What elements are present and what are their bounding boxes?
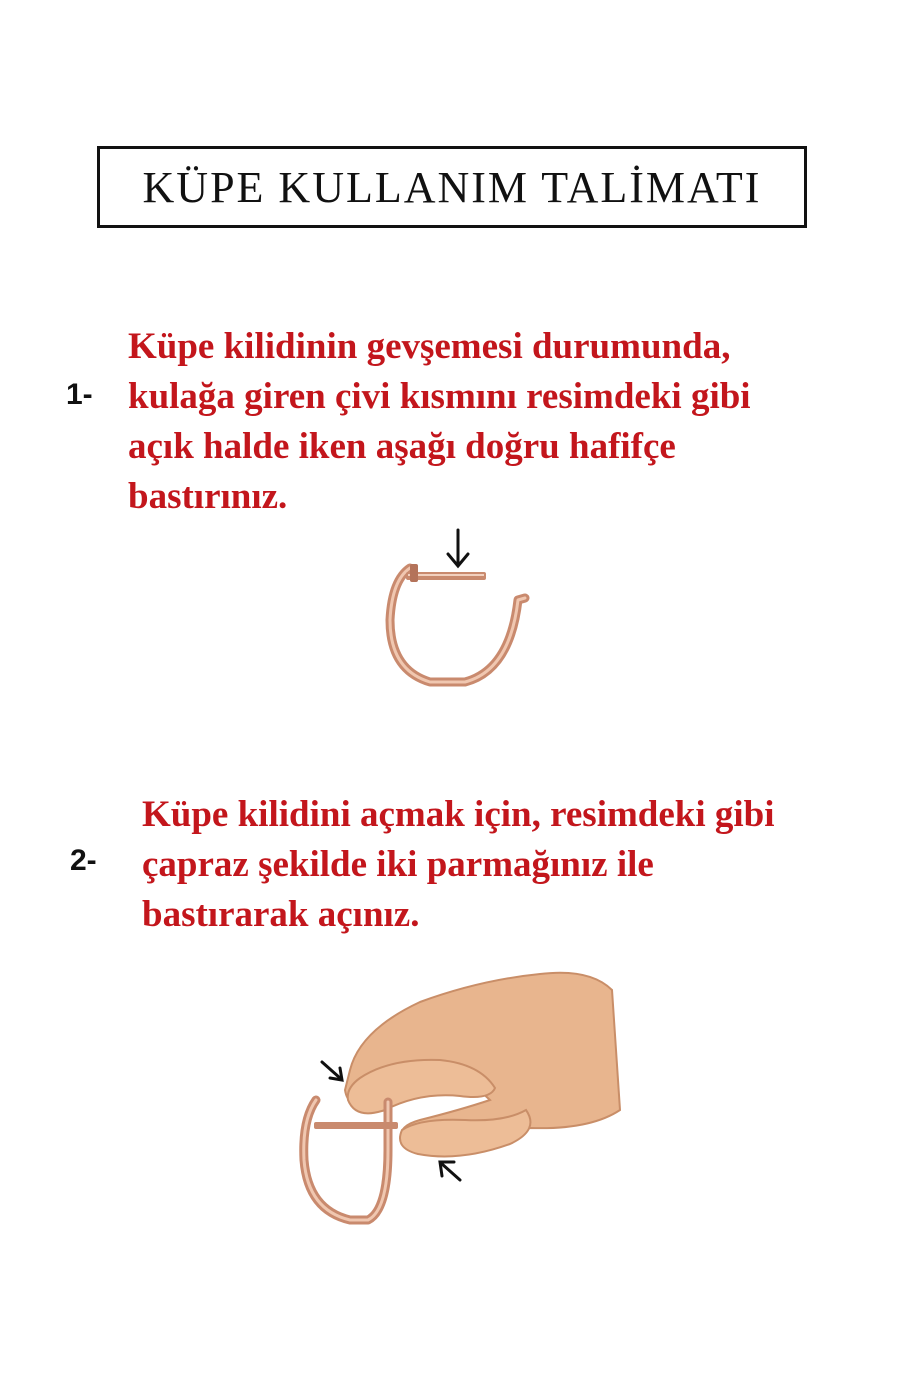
step-1-line: Küpe kilidinin gevşemesi durumunda, — [128, 326, 731, 367]
step-2-number: 2- — [70, 844, 97, 877]
arrow-diagonal-down-icon — [322, 1062, 342, 1080]
step-1-line: bastırınız. — [128, 476, 288, 517]
step-1-number: 1- — [66, 378, 93, 411]
arrow-diagonal-up-icon — [440, 1162, 460, 1180]
arrow-down-icon — [448, 530, 468, 566]
title-box — [97, 146, 807, 228]
step-1-line: açık halde iken aşağı doğru hafifçe — [128, 426, 676, 467]
page-title: KÜPE KULLANIM TALİMATI — [142, 162, 762, 212]
step-2-text — [142, 790, 775, 940]
step-2-line: çapraz şekilde iki parmağınız ile — [142, 844, 654, 885]
step-2-line: Küpe kilidini açmak için, resimdeki gibi — [142, 794, 775, 835]
step-1-line: kulağa giren çivi kısmını resimdeki gibi — [128, 376, 751, 417]
step-1-text — [128, 322, 751, 522]
open-earring-press-down-icon — [370, 520, 550, 700]
hand-pinching-earring-icon — [290, 950, 630, 1240]
step-2-line: bastırarak açınız. — [142, 894, 420, 935]
